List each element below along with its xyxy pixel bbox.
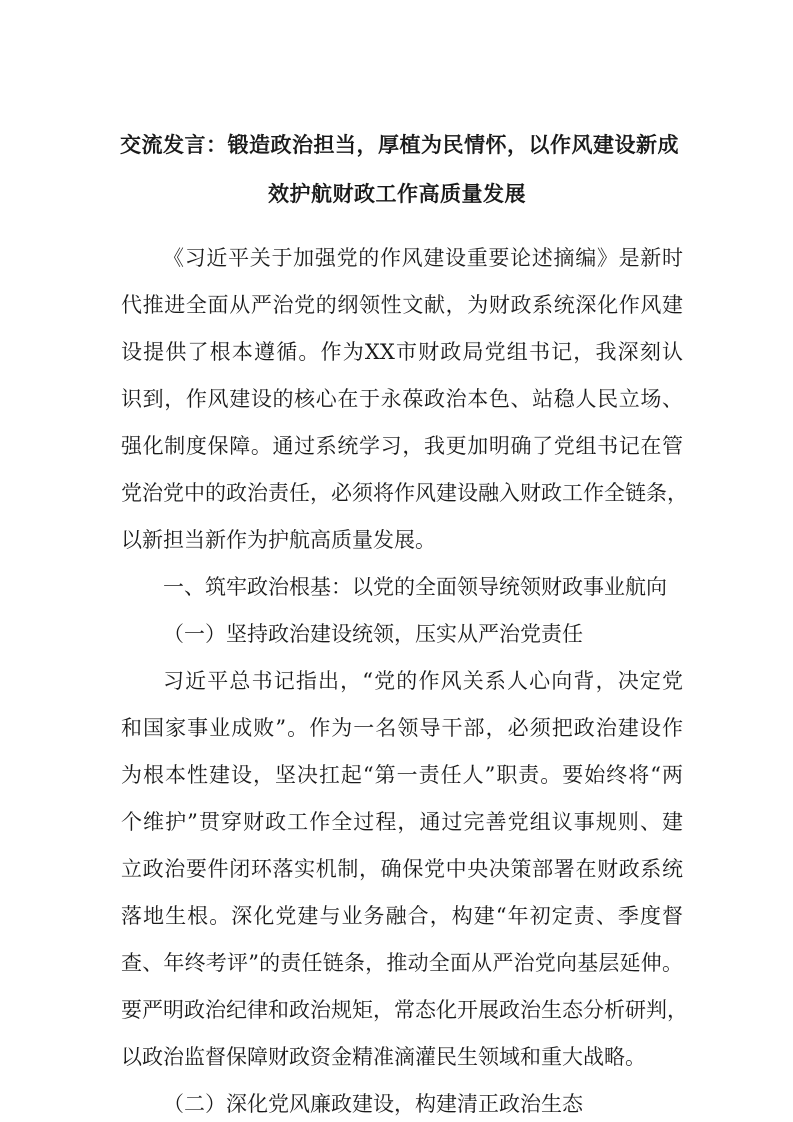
paragraph-line: 《习近平关于加强党的作风建设重要论述摘编》是新时 (163, 246, 683, 270)
document-title-line-2: 效护航财政工作高质量发展 (268, 181, 526, 206)
paragraph-line: 个维护”贯穿财政工作全过程，通过完善党组议事规则、建 (121, 810, 683, 834)
paragraph-line: 识到，作风建设的核心在于永葆政治本色、站稳人民立场、 (121, 387, 683, 411)
subsection-heading-1: （一）坚持政治建设统领，压实从严治党责任 (163, 622, 583, 646)
paragraph-line: 落地生根。深化党建与业务融合，构建“年初定责、季度督 (121, 904, 683, 928)
paragraph-line: 查、年终考评”的责任链条，推动全面从严治党向基层延伸。 (121, 951, 683, 975)
paragraph-line: 以政治监督保障财政资金精准滴灌民生领域和重大战略。 (121, 1045, 646, 1069)
paragraph-line: 党治党中的政治责任，必须将作风建设融入财政工作全链条， (121, 481, 688, 505)
paragraph-line: 习近平总书记指出，“党的作风关系人心向背，决定党 (163, 669, 683, 693)
section-heading-1: 一、筑牢政治根基：以党的全面领导统领财政事业航向 (163, 575, 667, 599)
subsection-heading-2: （二）深化党风廉政建设，构建清正政治生态 (163, 1092, 583, 1116)
paragraph-line: 代推进全面从严治党的纲领性文献，为财政系统深化作风建 (121, 293, 683, 317)
paragraph-line: 立政治要件闭环落实机制，确保党中央决策部署在财政系统 (121, 857, 683, 881)
paragraph-line: 为根本性建设，坚决扛起“第一责任人”职责。要始终将“两 (121, 763, 683, 787)
paragraph-line: 强化制度保障。通过系统学习，我更加明确了党组书记在管 (121, 434, 683, 458)
paragraph-line: 和国家事业成败”。作为一名领导干部，必须把政治建设作 (121, 716, 683, 740)
document-title-line-1: 交流发言：锻造政治担当，厚植为民情怀，以作风建设新成 (120, 132, 679, 157)
paragraph-line: 要严明政治纪律和政治规矩，常态化开展政治生态分析研判， (121, 998, 688, 1022)
paragraph-line: 设提供了根本遵循。作为XX市财政局党组书记，我深刻认 (121, 340, 683, 364)
paragraph-line: 以新担当新作为护航高质量发展。 (121, 528, 436, 552)
